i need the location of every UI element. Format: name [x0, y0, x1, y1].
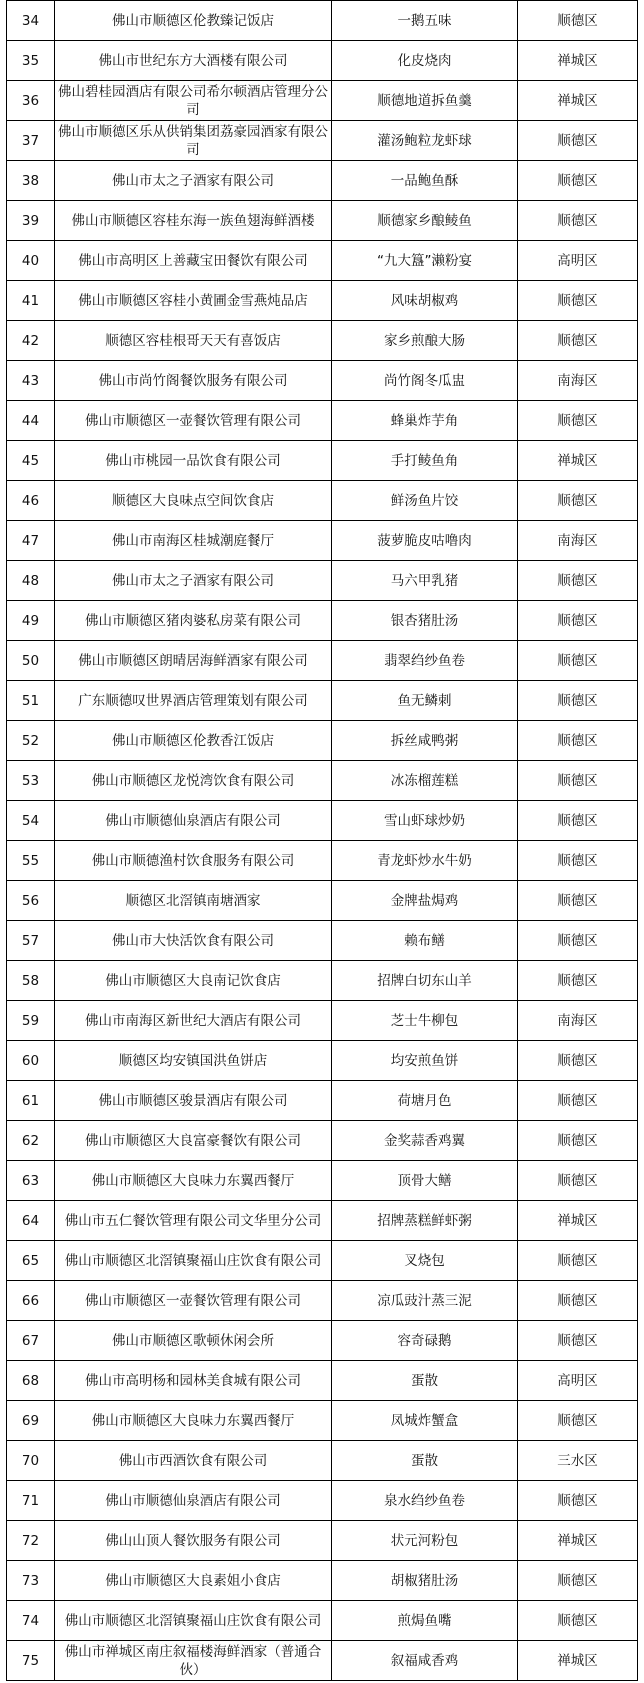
table-row	[7, 241, 638, 281]
row-number-cell: 40	[7, 241, 55, 281]
district-cell: 顺德区	[518, 401, 638, 441]
table-row	[7, 1, 638, 41]
row-number-cell: 68	[7, 1361, 55, 1401]
district-cell: 顺德区	[518, 1041, 638, 1081]
dish-name-cell: 叙福咸香鸡	[332, 1641, 518, 1681]
restaurant-name-cell: 佛山市顺德区大良味力东翼西餐厅	[55, 1401, 332, 1441]
district-cell: 顺德区	[518, 1321, 638, 1361]
dish-name-cell: 均安煎鱼饼	[332, 1041, 518, 1081]
district-cell: 顺德区	[518, 161, 638, 201]
table-row	[7, 1361, 638, 1401]
dish-name-cell: 招牌蒸糕鲜虾粥	[332, 1201, 518, 1241]
row-number-cell: 46	[7, 481, 55, 521]
district-cell: 顺德区	[518, 121, 638, 161]
restaurant-name-cell: 佛山市顺德区北滘镇聚福山庄饮食有限公司	[55, 1241, 332, 1281]
district-cell: 高明区	[518, 1361, 638, 1401]
table-row	[7, 281, 638, 321]
dish-name-cell: 一鹅五味	[332, 1, 518, 41]
restaurant-name-cell: 顺德区均安镇国洪鱼饼店	[55, 1041, 332, 1081]
district-cell: 顺德区	[518, 1121, 638, 1161]
row-number-cell: 42	[7, 321, 55, 361]
dish-name-cell: 招牌白切东山羊	[332, 961, 518, 1001]
restaurant-name-cell: 佛山市大快活饮食有限公司	[55, 921, 332, 961]
district-cell: 顺德区	[518, 921, 638, 961]
dish-name-cell: 翡翠绉纱鱼卷	[332, 641, 518, 681]
district-cell: 禅城区	[518, 1641, 638, 1681]
dish-name-cell: 顺德家乡酿鲮鱼	[332, 201, 518, 241]
restaurant-name-cell: 佛山市高明区上善藏宝田餐饮有限公司	[55, 241, 332, 281]
row-number-cell: 74	[7, 1601, 55, 1641]
district-cell: 顺德区	[518, 481, 638, 521]
restaurant-name-cell: 佛山市顺德仙泉酒店有限公司	[55, 801, 332, 841]
dish-name-cell: 鱼无鳞刺	[332, 681, 518, 721]
restaurant-name-cell: 佛山市顺德区一壶餐饮管理有限公司	[55, 1281, 332, 1321]
district-cell: 南海区	[518, 361, 638, 401]
row-number-cell: 47	[7, 521, 55, 561]
district-cell: 顺德区	[518, 1601, 638, 1641]
restaurant-name-cell: 佛山碧桂园酒店有限公司希尔顿酒店管理分公司	[55, 81, 332, 121]
restaurant-name-cell: 佛山市顺德区北滘镇聚福山庄饮食有限公司	[55, 1601, 332, 1641]
row-number-cell: 72	[7, 1521, 55, 1561]
row-number-cell: 63	[7, 1161, 55, 1201]
restaurant-name-cell: 佛山市顺德区龙悦湾饮食有限公司	[55, 761, 332, 801]
district-cell: 顺德区	[518, 1161, 638, 1201]
restaurant-name-cell: 顺德区北滘镇南塘酒家	[55, 881, 332, 921]
district-cell: 顺德区	[518, 1081, 638, 1121]
table-row	[7, 1201, 638, 1241]
district-cell: 顺德区	[518, 1, 638, 41]
table-row	[7, 561, 638, 601]
district-cell: 顺德区	[518, 1561, 638, 1601]
district-cell: 顺德区	[518, 1481, 638, 1521]
row-number-cell: 62	[7, 1121, 55, 1161]
restaurant-name-cell: 佛山市顺德区伦教香江饭店	[55, 721, 332, 761]
dish-name-cell: 凤城炸蟹盒	[332, 1401, 518, 1441]
restaurant-name-cell: 佛山市高明杨和园林美食城有限公司	[55, 1361, 332, 1401]
table-row	[7, 521, 638, 561]
row-number-cell: 54	[7, 801, 55, 841]
row-number-cell: 39	[7, 201, 55, 241]
table-row	[7, 1081, 638, 1121]
district-cell: 顺德区	[518, 761, 638, 801]
row-number-cell: 60	[7, 1041, 55, 1081]
table-row	[7, 1321, 638, 1361]
restaurant-name-cell: 佛山市顺德区朗晴居海鲜酒家有限公司	[55, 641, 332, 681]
row-number-cell: 52	[7, 721, 55, 761]
dish-name-cell: 银杏猪肚汤	[332, 601, 518, 641]
restaurant-name-cell: 佛山市顺德渔村饮食服务有限公司	[55, 841, 332, 881]
restaurant-name-cell: 佛山市顺德区歌顿休闲会所	[55, 1321, 332, 1361]
restaurant-name-cell: 佛山市顺德区大良素姐小食店	[55, 1561, 332, 1601]
dish-name-cell: 风味胡椒鸡	[332, 281, 518, 321]
dish-name-cell: 蜂巢炸芋角	[332, 401, 518, 441]
table-body	[7, 1, 638, 1681]
table-row	[7, 681, 638, 721]
restaurant-name-cell: 佛山市尚竹阁餐饮服务有限公司	[55, 361, 332, 401]
restaurant-name-cell: 广东顺德叹世界酒店管理策划有限公司	[55, 681, 332, 721]
district-cell: 顺德区	[518, 721, 638, 761]
restaurant-name-cell: 佛山市南海区桂城潮庭餐厅	[55, 521, 332, 561]
table-row	[7, 761, 638, 801]
row-number-cell: 37	[7, 121, 55, 161]
row-number-cell: 35	[7, 41, 55, 81]
dish-name-cell: 灌汤鲍粒龙虾球	[332, 121, 518, 161]
row-number-cell: 51	[7, 681, 55, 721]
row-number-cell: 50	[7, 641, 55, 681]
district-cell: 禅城区	[518, 441, 638, 481]
row-number-cell: 65	[7, 1241, 55, 1281]
table-row	[7, 641, 638, 681]
district-cell: 顺德区	[518, 281, 638, 321]
table-row	[7, 921, 638, 961]
restaurant-name-cell: 佛山市西酒饮食有限公司	[55, 1441, 332, 1481]
row-number-cell: 48	[7, 561, 55, 601]
dish-name-cell: 顶骨大鳝	[332, 1161, 518, 1201]
table-row	[7, 1281, 638, 1321]
row-number-cell: 69	[7, 1401, 55, 1441]
table-row	[7, 841, 638, 881]
table-row	[7, 1561, 638, 1601]
table-row	[7, 41, 638, 81]
district-cell: 顺德区	[518, 1401, 638, 1441]
row-number-cell: 64	[7, 1201, 55, 1241]
restaurant-name-cell: 佛山市桃园一品饮食有限公司	[55, 441, 332, 481]
restaurant-name-cell: 佛山山顶人餐饮服务有限公司	[55, 1521, 332, 1561]
district-cell: 顺德区	[518, 1281, 638, 1321]
restaurant-name-cell: 佛山市五仁餐饮管理有限公司文华里分公司	[55, 1201, 332, 1241]
dish-name-cell: 一品鲍鱼酥	[332, 161, 518, 201]
dish-name-cell: 手打鲮鱼角	[332, 441, 518, 481]
district-cell: 顺德区	[518, 841, 638, 881]
restaurant-name-cell: 佛山市南海区新世纪大酒店有限公司	[55, 1001, 332, 1041]
district-cell: 禅城区	[518, 1201, 638, 1241]
table-row	[7, 1161, 638, 1201]
restaurant-name-cell: 佛山市世纪东方大酒楼有限公司	[55, 41, 332, 81]
row-number-cell: 57	[7, 921, 55, 961]
restaurant-name-cell: 佛山市顺德区一壶餐饮管理有限公司	[55, 401, 332, 441]
row-number-cell: 34	[7, 1, 55, 41]
row-number-cell: 55	[7, 841, 55, 881]
district-cell: 禅城区	[518, 81, 638, 121]
dish-name-cell: 煎焗鱼嘴	[332, 1601, 518, 1641]
table-row	[7, 881, 638, 921]
district-cell: 南海区	[518, 521, 638, 561]
dish-name-cell: 顺德地道拆鱼羹	[332, 81, 518, 121]
district-cell: 南海区	[518, 1001, 638, 1041]
table-row	[7, 361, 638, 401]
row-number-cell: 58	[7, 961, 55, 1001]
dish-name-cell: 凉瓜豉汁蒸三泥	[332, 1281, 518, 1321]
row-number-cell: 49	[7, 601, 55, 641]
dish-name-cell: 雪山虾球炒奶	[332, 801, 518, 841]
district-cell: 顺德区	[518, 881, 638, 921]
table-row	[7, 401, 638, 441]
restaurant-dish-table	[6, 0, 638, 1681]
table-row	[7, 961, 638, 1001]
table-row	[7, 601, 638, 641]
table-row	[7, 201, 638, 241]
dish-name-cell: 状元河粉包	[332, 1521, 518, 1561]
restaurant-name-cell: 佛山市顺德区乐从供销集团荔豪园酒家有限公司	[55, 121, 332, 161]
table-row	[7, 1521, 638, 1561]
restaurant-name-cell: 佛山市禅城区南庄叙福楼海鲜酒家（普通合伙）	[55, 1641, 332, 1681]
dish-name-cell: 胡椒猪肚汤	[332, 1561, 518, 1601]
table-row	[7, 801, 638, 841]
district-cell: 顺德区	[518, 561, 638, 601]
district-cell: 禅城区	[518, 1521, 638, 1561]
row-number-cell: 53	[7, 761, 55, 801]
dish-name-cell: 蛋散	[332, 1361, 518, 1401]
dish-name-cell: 化皮烧肉	[332, 41, 518, 81]
district-cell: 顺德区	[518, 1241, 638, 1281]
row-number-cell: 61	[7, 1081, 55, 1121]
table-row	[7, 321, 638, 361]
district-cell: 顺德区	[518, 801, 638, 841]
district-cell: 禅城区	[518, 41, 638, 81]
dish-name-cell: 冰冻榴莲糕	[332, 761, 518, 801]
restaurant-name-cell: 佛山市顺德仙泉酒店有限公司	[55, 1481, 332, 1521]
dish-name-cell: “九大簋”濑粉宴	[332, 241, 518, 281]
row-number-cell: 70	[7, 1441, 55, 1481]
dish-name-cell: 尚竹阁冬瓜盅	[332, 361, 518, 401]
row-number-cell: 75	[7, 1641, 55, 1681]
row-number-cell: 36	[7, 81, 55, 121]
dish-name-cell: 家乡煎酿大肠	[332, 321, 518, 361]
district-cell: 顺德区	[518, 321, 638, 361]
table-row	[7, 721, 638, 761]
restaurant-name-cell: 佛山市顺德区容桂小黄圃金雪燕炖品店	[55, 281, 332, 321]
dish-name-cell: 叉烧包	[332, 1241, 518, 1281]
row-number-cell: 45	[7, 441, 55, 481]
row-number-cell: 56	[7, 881, 55, 921]
table-row	[7, 1441, 638, 1481]
table-row	[7, 161, 638, 201]
dish-name-cell: 菠萝脆皮咕噜肉	[332, 521, 518, 561]
row-number-cell: 43	[7, 361, 55, 401]
dish-name-cell: 荷塘月色	[332, 1081, 518, 1121]
dish-name-cell: 泉水绉纱鱼卷	[332, 1481, 518, 1521]
restaurant-name-cell: 佛山市顺德区大良南记饮食店	[55, 961, 332, 1001]
dish-name-cell: 马六甲乳猪	[332, 561, 518, 601]
table-row	[7, 1481, 638, 1521]
row-number-cell: 71	[7, 1481, 55, 1521]
row-number-cell: 38	[7, 161, 55, 201]
table-row	[7, 441, 638, 481]
district-cell: 顺德区	[518, 201, 638, 241]
restaurant-name-cell: 佛山市顺德区猪肉婆私房菜有限公司	[55, 601, 332, 641]
restaurant-name-cell: 佛山市顺德区容桂东海一族鱼翅海鲜酒楼	[55, 201, 332, 241]
dish-name-cell: 鲜汤鱼片饺	[332, 481, 518, 521]
table-row	[7, 1121, 638, 1161]
dish-name-cell: 蛋散	[332, 1441, 518, 1481]
dish-name-cell: 赖布鳝	[332, 921, 518, 961]
restaurant-name-cell: 佛山市太之子酒家有限公司	[55, 561, 332, 601]
district-cell: 三水区	[518, 1441, 638, 1481]
row-number-cell: 73	[7, 1561, 55, 1601]
table-row	[7, 121, 638, 161]
district-cell: 高明区	[518, 241, 638, 281]
table-row	[7, 1401, 638, 1441]
restaurant-name-cell: 顺德区大良味点空间饮食店	[55, 481, 332, 521]
restaurant-name-cell: 佛山市太之子酒家有限公司	[55, 161, 332, 201]
table-row	[7, 1601, 638, 1641]
dish-name-cell: 青龙虾炒水牛奶	[332, 841, 518, 881]
table-row	[7, 1641, 638, 1681]
dish-name-cell: 金奖蒜香鸡翼	[332, 1121, 518, 1161]
restaurant-name-cell: 佛山市顺德区大良富豪餐饮有限公司	[55, 1121, 332, 1161]
dish-name-cell: 金牌盐焗鸡	[332, 881, 518, 921]
row-number-cell: 67	[7, 1321, 55, 1361]
district-cell: 顺德区	[518, 681, 638, 721]
restaurant-name-cell: 顺德区容桂根哥天天有喜饭店	[55, 321, 332, 361]
table-row	[7, 481, 638, 521]
district-cell: 顺德区	[518, 601, 638, 641]
dish-name-cell: 拆丝咸鸭粥	[332, 721, 518, 761]
table-row	[7, 1001, 638, 1041]
dish-name-cell: 容奇碌鹅	[332, 1321, 518, 1361]
restaurant-name-cell: 佛山市顺德区骏景酒店有限公司	[55, 1081, 332, 1121]
row-number-cell: 59	[7, 1001, 55, 1041]
row-number-cell: 41	[7, 281, 55, 321]
table-row	[7, 1241, 638, 1281]
restaurant-name-cell: 佛山市顺德区大良味力东翼西餐厅	[55, 1161, 332, 1201]
table-row	[7, 81, 638, 121]
table-row	[7, 1041, 638, 1081]
dish-name-cell: 芝士牛柳包	[332, 1001, 518, 1041]
district-cell: 顺德区	[518, 961, 638, 1001]
restaurant-name-cell: 佛山市顺德区伦教臻记饭店	[55, 1, 332, 41]
row-number-cell: 44	[7, 401, 55, 441]
row-number-cell: 66	[7, 1281, 55, 1321]
district-cell: 顺德区	[518, 641, 638, 681]
